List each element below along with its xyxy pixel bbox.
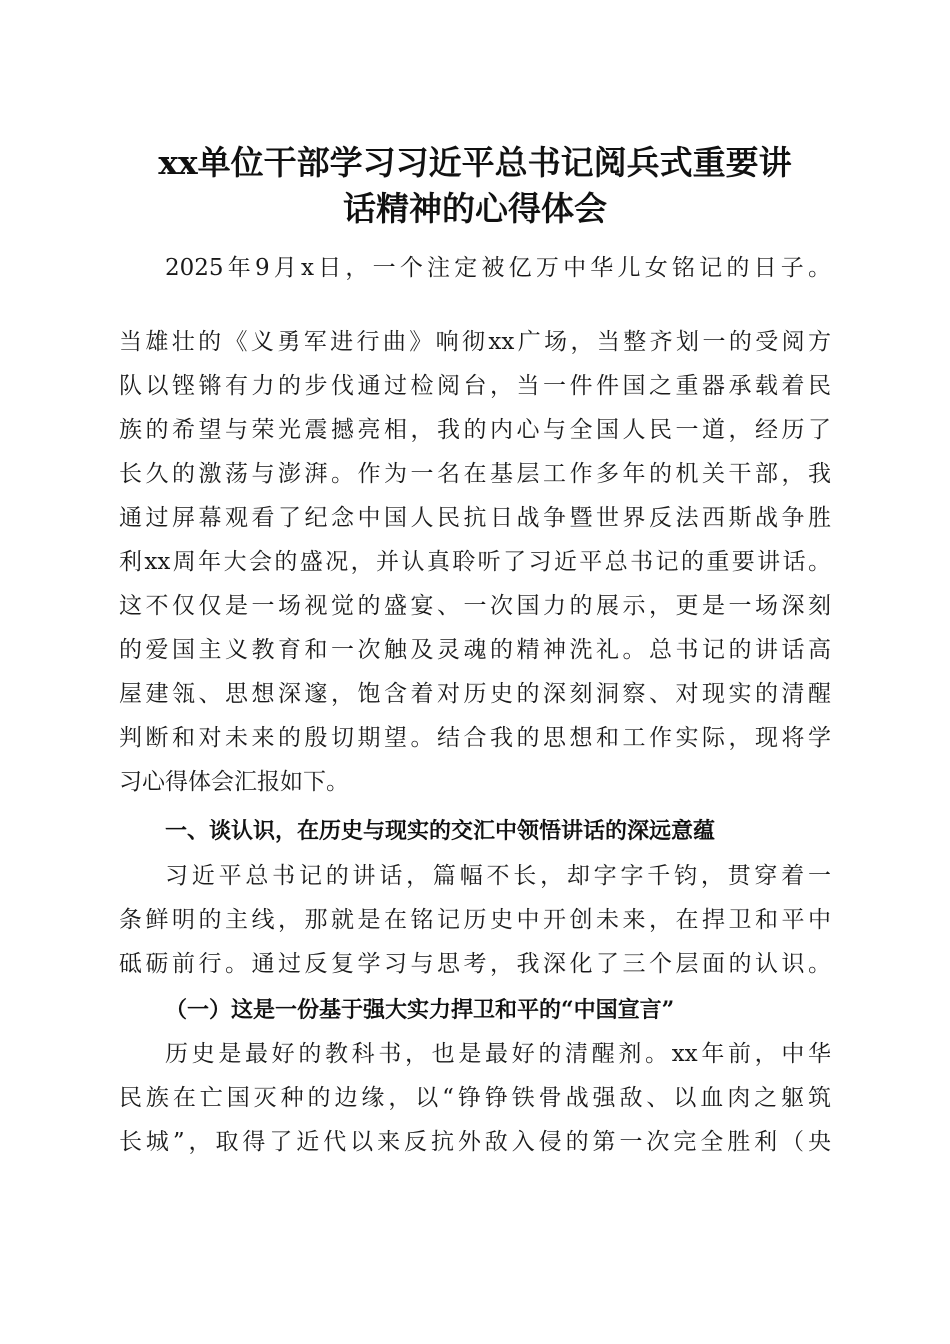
paragraph-1-line: 的爱国主义教育和一次触及灵魂的精神洗礼。总书记的讲话高 (119, 637, 831, 663)
paragraph-1-line: 利xx周年大会的盛况，并认真聆听了习近平总书记的重要讲话。 (119, 549, 831, 575)
document-title-line-1: xx单位干部学习习近平总书记阅兵式重要讲 (158, 143, 792, 182)
paragraph-1-line: 习心得体会汇报如下。 (119, 769, 349, 795)
paragraph-2-line: 条鲜明的主线，那就是在铭记历史中开创未来，在捍卫和平中 (119, 907, 831, 933)
section-heading: 一、谈认识，在历史与现实的交汇中领悟讲话的深远意蕴 (165, 819, 716, 844)
paragraph-1-line: 当雄壮的《义勇军进行曲》响彻xx广场，当整齐划一的受阅方 (119, 329, 831, 355)
paragraph-1-line: 通过屏幕观看了纪念中国人民抗日战争暨世界反法西斯战争胜 (119, 505, 831, 531)
paragraph-1-line: 族的希望与荣光震撼亮相，我的内心与全国人民一道，经历了 (119, 417, 831, 443)
subsection-heading: （一）这是一份基于强大实力捍卫和平的“中国宣言” (165, 997, 675, 1023)
paragraph-1-line: 屋建瓴、思想深邃，饱含着对历史的深刻洞察、对现实的清醒 (119, 681, 831, 707)
paragraph-2-line: 砥砺前行。通过反复学习与思考，我深化了三个层面的认识。 (119, 951, 831, 977)
paragraph-2-line: 习近平总书记的讲话，篇幅不长，却字字千钧，贯穿着一 (165, 863, 831, 889)
document-title-line-2: 话精神的心得体会 (343, 189, 607, 228)
paragraph-1-line: 判断和对未来的殷切期望。结合我的思想和工作实际，现将学 (119, 725, 831, 751)
paragraph-3-line: 历史是最好的教科书，也是最好的清醒剂。xx年前，中华 (165, 1041, 831, 1067)
paragraph-3-line: 民族在亡国灭种的边缘，以“铮铮铁骨战强敌、以血肉之躯筑 (119, 1085, 831, 1111)
paragraph-1-line: 2025年9月x日，一个注定被亿万中华儿女铭记的日子。 (165, 255, 831, 281)
paragraph-1-line: 长久的激荡与澎湃。作为一名在基层工作多年的机关干部，我 (119, 461, 831, 487)
paragraph-3-line: 长城”，取得了近代以来反抗外敌入侵的第一次完全胜利（央 (119, 1129, 831, 1155)
paragraph-1-line: 这不仅仅是一场视觉的盛宴、一次国力的展示，更是一场深刻 (119, 593, 831, 619)
paragraph-1-line: 队以铿锵有力的步伐通过检阅台，当一件件国之重器承载着民 (119, 373, 831, 399)
